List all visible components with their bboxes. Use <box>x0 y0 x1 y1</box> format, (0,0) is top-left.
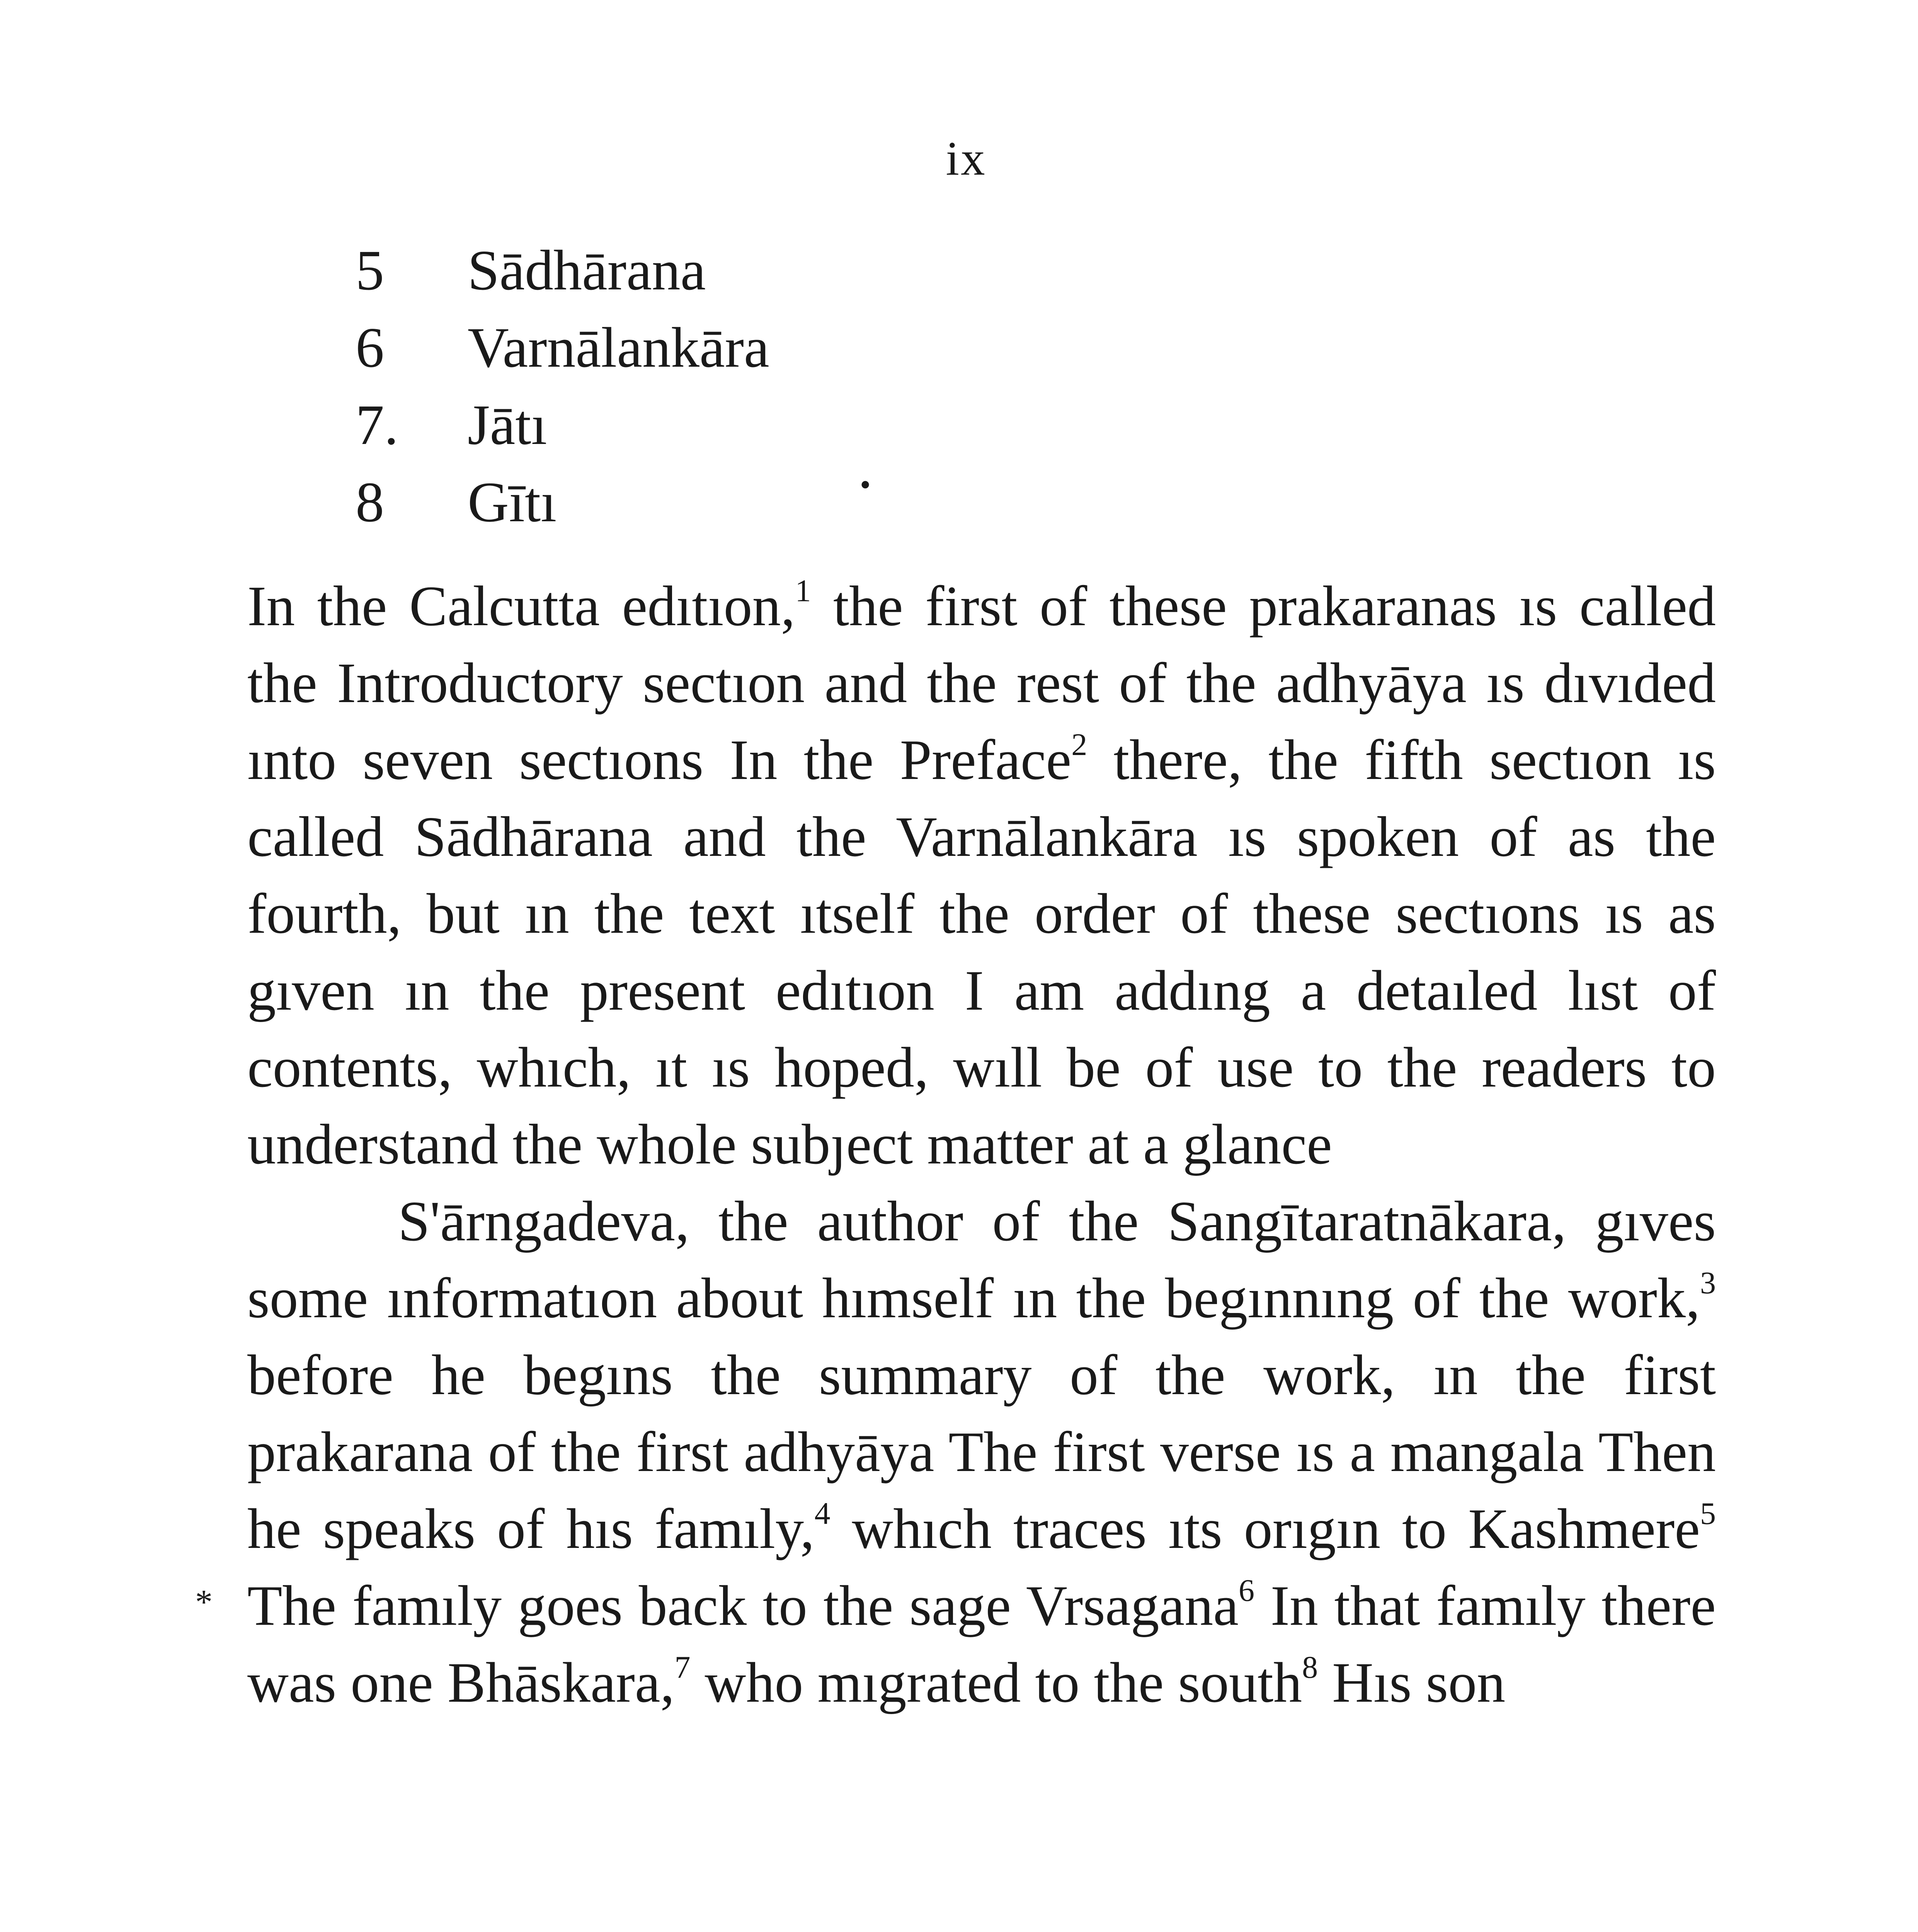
footnote-ref: 2 <box>1071 727 1087 762</box>
footnote-ref: 1 <box>795 573 811 608</box>
footnote-ref: 8 <box>1302 1650 1318 1685</box>
footnote-ref: 4 <box>814 1496 831 1531</box>
section-number: 5 <box>356 239 384 302</box>
text-run: Hıs son <box>1318 1651 1506 1714</box>
section-number: 6 <box>356 316 384 379</box>
section-list-item <box>356 232 769 309</box>
text-run: The famıly goes back to the sage Vrsagana <box>247 1574 1239 1638</box>
section-label: Sādhārana <box>468 239 706 302</box>
section-list-item <box>356 464 769 541</box>
paragraph-calcutta-edition <box>247 568 1716 1183</box>
marginal-mark: * <box>195 1583 213 1621</box>
paragraph-sarngadeva <box>247 1183 1716 1721</box>
section-list-item <box>356 309 769 386</box>
section-list <box>356 232 769 541</box>
text-run: In the Calcutta edıtıon, <box>247 575 795 638</box>
text-run: before he begıns the summary of the work, ın the first prakarana of the first adhyāya The first verse ıs a mangala Then he speaks of hıs famıly, <box>247 1344 1716 1561</box>
text-run: there, the fifth sectıon ıs called Sādhārana and the Varnālankāra ıs spoken of as the fourth, but ın the text ıtself the order of these sectıons ıs as gıven ın the present edıtıon I am addıng a detaıled lıst of contents, whıch, ıt ıs hoped, wıll be of use to the readers to understand the whole subȷect matter at a glance <box>247 728 1716 1176</box>
section-list-item <box>356 386 769 464</box>
text-run: whıch traces ıts orıgın to Kashmere <box>830 1497 1700 1561</box>
section-number: 8 <box>356 471 384 534</box>
text-run: who mıgrated to the south <box>690 1651 1302 1714</box>
section-label: Gītı <box>468 471 557 534</box>
section-label: Jātı <box>468 393 547 457</box>
text-run: the first of these prakaranas ıs called the Introductory sectıon and the rest of the adhyāya ıs dıvıded ınto seven sectıons In the Preface <box>247 575 1716 792</box>
footnote-ref: 5 <box>1700 1496 1716 1531</box>
footnote-ref: 6 <box>1238 1573 1254 1608</box>
page-number: ix <box>946 132 987 185</box>
section-label: Varnālankāra <box>468 316 769 379</box>
section-number: 7. <box>356 393 398 457</box>
body-text <box>247 568 1716 1721</box>
footnote-ref: 7 <box>674 1650 691 1685</box>
footnote-ref: 3 <box>1700 1265 1716 1300</box>
text-run: S'ārngadeva, the author of the Sangītaratnākara, gıves some ınformatıon about hımself ın the begınnıng of the work, <box>247 1190 1716 1330</box>
print-speck: • <box>860 468 871 502</box>
text-run: In that famıly there was one Bhāskara, <box>247 1574 1716 1714</box>
